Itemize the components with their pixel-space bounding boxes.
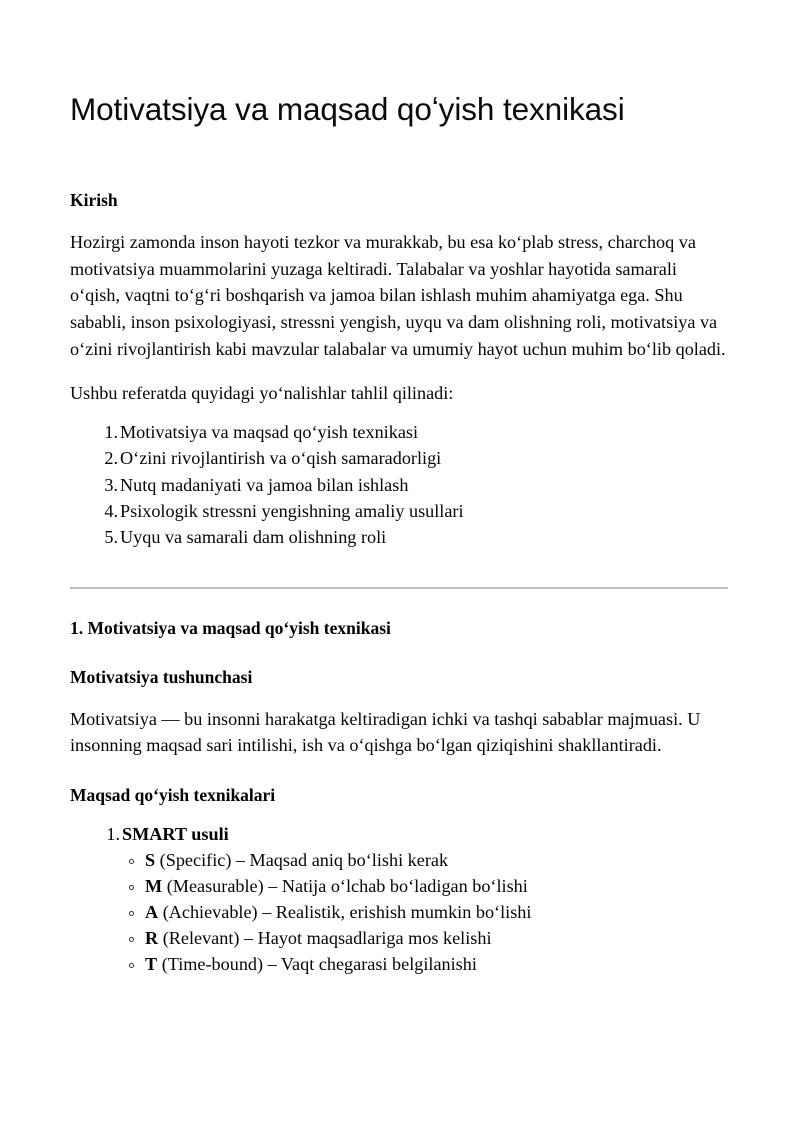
heading-kirish: Kirish (70, 190, 118, 211)
smart-letter: M (145, 875, 163, 896)
smart-criteria-list (122, 847, 730, 977)
smart-description: (Achievable) – Realistik, erishish mumkin boʻlishi (158, 901, 532, 922)
list-item: Nutq madaniyati va jamoa bilan ishlash (120, 474, 409, 495)
list-item: Psixologik stressni yengishning amaliy usullari (120, 500, 464, 521)
smart-description: (Measurable) – Natija oʻlchab boʻladigan boʻlishi (162, 875, 528, 896)
smart-description: (Specific) – Maqsad aniq boʻlishi kerak (155, 849, 449, 870)
list-item: Oʻzini rivojlantirish va oʻqish samaradorligi (120, 448, 442, 469)
list-item (122, 925, 730, 951)
smart-description: (Relevant) – Hayot maqsadlariga mos kelishi (158, 927, 492, 948)
smart-method-list (70, 806, 730, 977)
smart-letter: R (145, 927, 159, 948)
smart-letter: S (145, 849, 156, 870)
page-title: Motivatsiya va maqsad qoʻyish texnikasi (70, 91, 625, 127)
intro-paragraph: Hozirgi zamonda inson hayoti tezkor va murakkab, bu esa koʻplab stress, charchoq va motivatsiya muammolarini yuzaga keltiradi. Talabalar va yoshlar hayotida samarali oʻqish, vaqtni toʻgʻri boshqarish va jamoa bilan ishlash muhim ahamiyatga ega. Shu sababli, inson psixologiyasi, stressni yengish, uyqu va dam olishning roli, motivatsiya va oʻzini rivojlantirish kabi mavzular talabalar va umumiy hayot uchun muhim boʻlib qoladi. (70, 232, 726, 359)
smart-method-title: SMART usuli (122, 823, 229, 844)
smart-description: (Time-bound) – Vaqt chegarasi belgilanishi (157, 953, 477, 974)
motivatsiya-paragraph: Motivatsiya — bu insonni harakatga keltiradigan ichki va tashqi sabablar majmuasi. U insonning maqsad sari intilishi, ish va oʻqishga boʻlgan qiziqishini shakllantiradi. (70, 708, 701, 756)
topics-list (70, 407, 730, 550)
list-item: Motivatsiya va maqsad qoʻyish texnikasi (120, 422, 419, 443)
topics-lead-in: Ushbu referatda quyidagi yoʻnalishlar tahlil qilinadi: (70, 383, 454, 404)
heading-motivatsiya-tushunchasi: Motivatsiya tushunchasi (70, 666, 253, 687)
heading-section-1: 1. Motivatsiya va maqsad qoʻyish texnikasi (70, 617, 391, 638)
list-item (122, 951, 730, 977)
list-item (122, 873, 730, 899)
smart-method-title-item (70, 821, 730, 977)
heading-maqsad-qoyish-texnikalari: Maqsad qoʻyish texnikalari (70, 784, 276, 805)
document-content (70, 0, 730, 977)
list-item (122, 847, 730, 873)
list-item: Uyqu va samarali dam olishning roli (120, 527, 387, 548)
smart-letter: T (145, 953, 158, 974)
list-item (122, 899, 730, 925)
smart-letter: A (145, 901, 159, 922)
